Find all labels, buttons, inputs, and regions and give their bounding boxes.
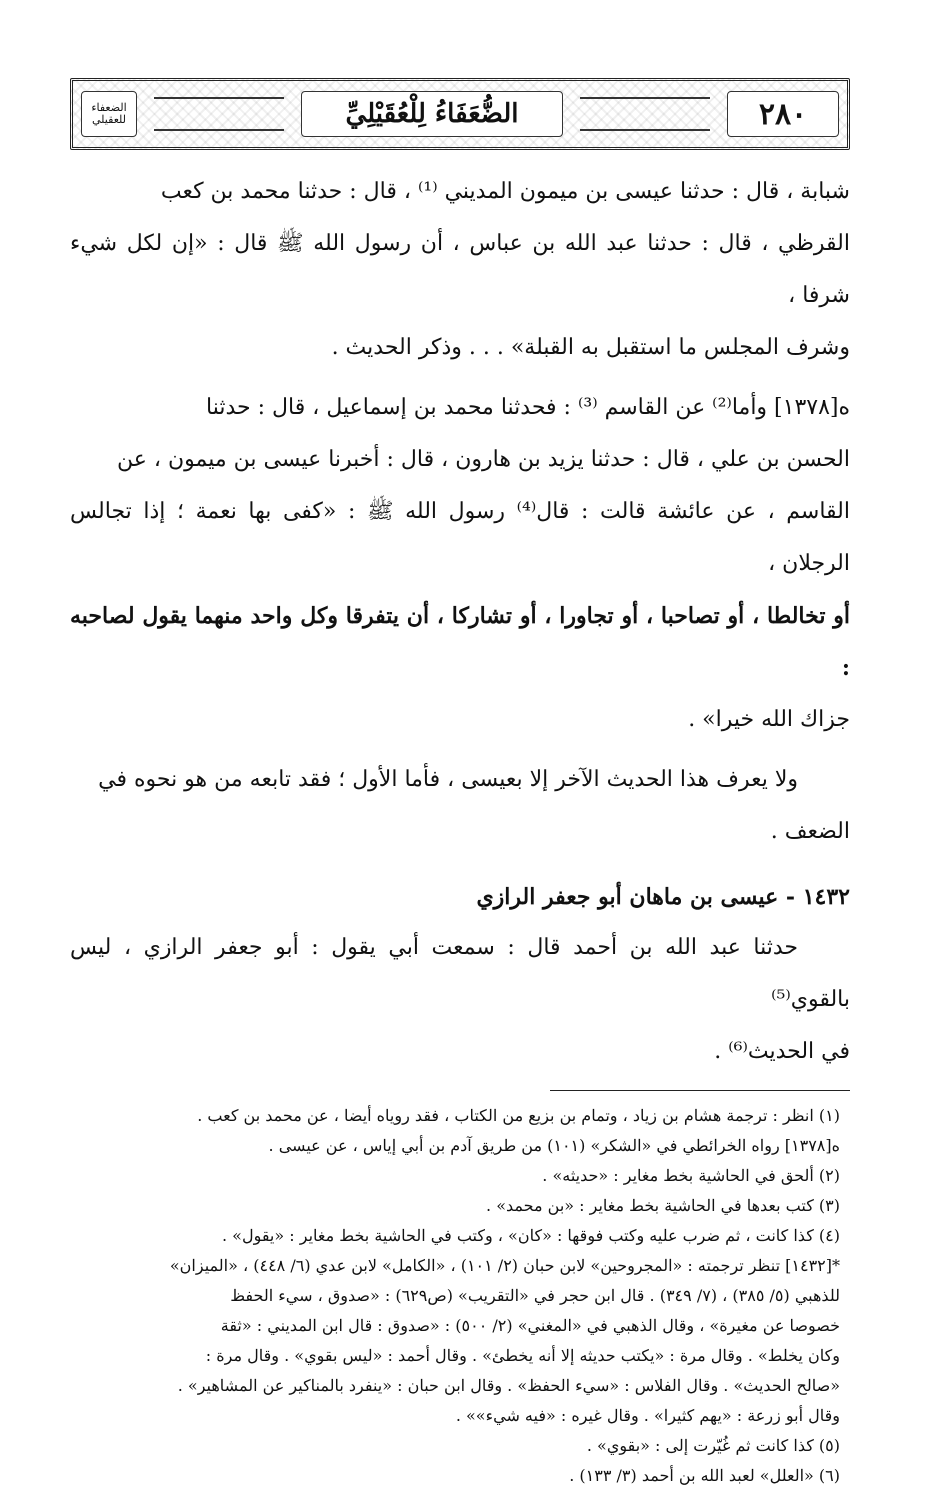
page-number: ٢٨٠: [727, 91, 839, 137]
page-header: [70, 78, 850, 150]
paragraph-comment: [70, 754, 850, 858]
text-line: القرظي ، قال : حدثنا عبد الله بن عباس ، أن رسول الله ﷺ قال : «إن لكل شيء شرفا ،: [70, 231, 850, 308]
text-line: ه[١٣٧٨] وأما⁽²⁾ عن القاسم ⁽³⁾ : فحدثنا محمد بن إسماعيل ، قال : حدثنا: [206, 395, 850, 420]
header-ornament-right: [580, 97, 710, 131]
footnote: وكان يخلط» . وقال مرة : «يكتب حديثه إلا أنه يخطئ» . وقال أحمد : «ليس بقوي» . وقال مرة :: [205, 1346, 840, 1365]
footnote: (٦) «العلل» لعبد الله بن أحمد (٣/ ١٣٣) .: [569, 1466, 840, 1485]
paragraph-1378: [70, 382, 850, 746]
text-line: الضعف .: [770, 819, 850, 844]
text-line: جزاك الله خيرا» .: [688, 707, 850, 732]
book-page: [70, 78, 850, 1491]
text-line: شبابة ، قال : حدثنا عيسى بن ميمون المديني ⁽¹⁾ ، قال : حدثنا محمد بن كعب: [160, 179, 850, 204]
text-line: أو تخالطا ، أو تصاحبا ، أو تجاورا ، أو تشاركا ، أن يتفرقا وكل واحد منهما يقول لصاحبه :: [70, 603, 850, 681]
footnote: (٣) كتب بعدها في الحاشية بخط مغاير : «بن محمد» .: [486, 1196, 840, 1215]
text-line: وشرف المجلس ما استقبل به القبلة» . . . وذكر الحديث .: [331, 335, 850, 360]
footnote: خصوصا عن مغيرة» ، وقال الذهبي في «المغني» (٢/ ٥٠٠) : «صدوق : قال ابن المديني : «ثقة: [220, 1316, 840, 1335]
paragraph-1432: [70, 922, 850, 1078]
header-ornament-left: [154, 97, 284, 131]
footnote: (١) انظر : ترجمة هشام بن زياد ، وتمام بن بزيع من الكتاب ، فقد روياه أيضا ، عن محمد بن كعب .: [197, 1106, 840, 1125]
footnote: وقال أبو زرعة : «يهم كثيرا» . وقال غيره : «فيه شيء»» .: [455, 1406, 840, 1425]
footnote: للذهبي (٥/ ٣٨٥) ، (٧/ ٣٤٩) . قال ابن حجر في «التقريب» (ص٦٢٩) : «صدوق ، سيء الحفظ: [230, 1286, 840, 1305]
main-text: [70, 166, 850, 1078]
text-line: القاسم ، عن عائشة قالت : قال⁽⁴⁾ رسول الله ﷺ : «كفى بها نعمة ؛ إذا تجالس الرجلان ،: [70, 499, 850, 576]
text-line: ولا يعرف هذا الحديث الآخر إلا بعيسى ، فأما الأول ؛ فقد تابعه من هو نحوه في: [98, 767, 798, 792]
footnote: «صالح الحديث» . وقال الفلاس : «سيء الحفظ» . وقال ابن حبان : «ينفرد بالمناكير عن المشاهير» .: [177, 1376, 840, 1395]
running-title: الضُّعَفَاءُ لِلْعُقَيْلِيِّ: [301, 91, 563, 137]
footnote: ه[١٣٧٨] رواه الخرائطي في «الشكر» (١٠١) من طريق آدم بن أبي إياس ، عن عيسى .: [268, 1136, 840, 1155]
footnotes: [70, 1101, 850, 1491]
text-line: الحسن بن علي ، قال : حدثنا يزيد بن هارون ، قال : أخبرنا عيسى بن ميمون ، عن: [117, 447, 850, 472]
footnote-separator: [550, 1090, 850, 1091]
footnote: (٢) ألحق في الحاشية بخط مغاير : «حديثه» .: [542, 1166, 840, 1185]
entry-title: ١٤٣٢ - عيسى بن ماهان أبو جعفر الرازي: [476, 884, 850, 910]
text-line: حدثنا عبد الله بن أحمد قال : سمعت أبي يقول : أبو جعفر الرازي ، ليس بالقوي⁽⁵⁾: [70, 935, 850, 1012]
footnote: (٥) كذا كانت ثم غُيّرت إلى : «بقوي» .: [586, 1436, 840, 1455]
footnote: (٤) كذا كانت ، ثم ضرب عليه وكتب فوقها : «كان» ، وكتب في الحاشية بخط مغاير : «يقول» .: [221, 1226, 840, 1245]
footnote: *[١٤٣٢] تنظر ترجمته : «المجروحين» لابن حبان (٢/ ١٠١) ، «الكامل» لابن عدي (٦/ ٤٤٨) ، «الميزان»: [169, 1256, 840, 1275]
text-line: في الحديث⁽⁶⁾ .: [714, 1039, 850, 1064]
book-emblem: الضعفاء للعقيلي: [81, 91, 137, 137]
